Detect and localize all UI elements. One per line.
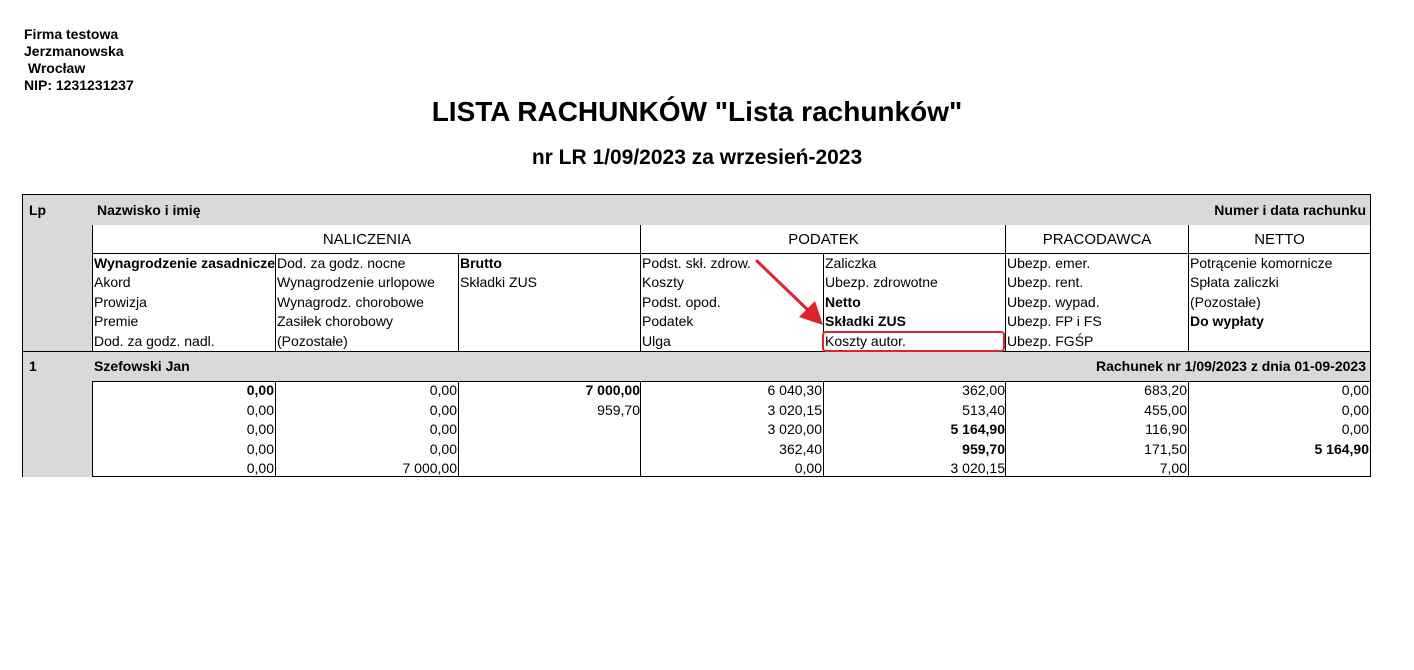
value-2-5: 7 000,00: [402, 460, 457, 477]
values-col-4: [640, 381, 823, 477]
highlight-box: [822, 331, 1005, 352]
label-premie: Premie: [94, 313, 139, 330]
label-wynagrodzenie-zasadnicze: Wynagrodzenie zasadnicze: [94, 255, 275, 271]
company-nip: NIP: 1231231237: [24, 77, 134, 93]
company-name: Firma testowa: [24, 26, 119, 42]
value-2-2: 0,00: [429, 401, 457, 418]
header-name: Nazwisko i imię: [97, 202, 201, 218]
company-info: [24, 26, 134, 94]
value-6-1: 683,20: [1144, 382, 1187, 398]
section-netto: NETTO: [1188, 225, 1370, 254]
label-koszty: Koszty: [642, 274, 685, 291]
value-4-4: 362,40: [779, 440, 822, 457]
value-5-1: 362,00: [962, 382, 1005, 398]
col-labels-1: [92, 254, 275, 351]
label-akord: Akord: [94, 274, 131, 291]
value-1-3: 0,00: [246, 421, 274, 438]
value-1-5: 0,00: [246, 460, 274, 477]
label-pozostale-1: (Pozostałe): [277, 332, 348, 349]
company-city: Wrocław: [24, 60, 86, 76]
value-3-5: [459, 459, 640, 479]
col-labels-6: [1005, 254, 1188, 351]
value-5-3: 5 164,90: [950, 421, 1005, 438]
label-empty-3-5: [460, 332, 641, 351]
header-band: [23, 195, 1370, 225]
label-brutto: Brutto: [460, 255, 502, 271]
employee-name: Szefowski Jan: [94, 358, 190, 374]
value-3-3: [459, 420, 640, 440]
col-labels-2: [275, 254, 458, 351]
label-podst-opod: Podst. opod.: [642, 293, 721, 310]
value-7-2: 0,00: [1341, 401, 1369, 418]
value-5-4: 959,70: [962, 440, 1005, 457]
value-5-2: 513,40: [962, 401, 1005, 418]
values-col-6: [1005, 381, 1188, 477]
value-7-3: 0,00: [1341, 421, 1369, 438]
label-dod-godz-nocne: Dod. za godz. nocne: [277, 255, 406, 271]
arrow-shaft: [757, 261, 811, 313]
label-empty-3-3: [460, 293, 641, 312]
label-pozostale-2: (Pozostałe): [1190, 293, 1261, 310]
label-ubezp-wypad: Ubezp. wypad.: [1007, 293, 1100, 310]
value-2-3: 0,00: [429, 421, 457, 438]
value-6-5: 7,00: [1159, 460, 1187, 477]
label-podatek: Podatek: [642, 313, 694, 330]
value-4-1: 6 040,30: [767, 382, 822, 398]
section-naliczenia: NALICZENIA: [92, 225, 641, 254]
section-podatek: PODATEK: [640, 225, 1006, 254]
document-title: LISTA RACHUNKÓW "Lista rachunków": [431, 96, 963, 127]
value-5-5: 3 020,15: [950, 460, 1005, 477]
value-4-3: 3 020,00: [767, 421, 822, 438]
header-number-date: Numer i data rachunku: [1214, 202, 1366, 218]
label-koszty-autor: Koszty autor.: [825, 332, 906, 349]
label-ubezp-emer: Ubezp. emer.: [1007, 255, 1091, 271]
value-4-2: 3 020,15: [767, 401, 822, 418]
section-pracodawca: PRACODAWCA: [1005, 225, 1188, 254]
value-3-4: [459, 440, 640, 460]
label-zasilek-chorobowy: Zasiłek chorobowy: [277, 313, 393, 330]
values-col-2: [275, 381, 458, 477]
values-col-3: [458, 381, 641, 477]
values-col-7: [1188, 381, 1370, 477]
value-2-1: 0,00: [429, 382, 457, 398]
values-col-5: [823, 381, 1006, 477]
label-do-wyplaty: Do wypłaty: [1190, 313, 1264, 330]
employee-lp: 1: [29, 358, 37, 374]
value-7-1: 0,00: [1341, 382, 1369, 398]
red-arrow-icon: [753, 257, 833, 337]
value-6-4: 171,50: [1144, 440, 1187, 457]
value-4-5: 0,00: [794, 460, 822, 477]
label-ulga: Ulga: [642, 332, 671, 349]
label-wynagrodzenie-urlopowe: Wynagrodzenie urlopowe: [277, 274, 435, 291]
company-street: Jerzmanowska: [24, 43, 124, 59]
label-skladki-zus-2: Składki ZUS: [825, 313, 906, 330]
document-subtitle: nr LR 1/09/2023 za wrzesień-2023: [531, 146, 863, 169]
value-1-4: 0,00: [246, 440, 274, 457]
label-skladki-zus-1: Składki ZUS: [460, 274, 538, 291]
label-ubezp-fp-fs: Ubezp. FP i FS: [1007, 313, 1102, 330]
label-ubezp-rent: Ubezp. rent.: [1007, 274, 1084, 291]
value-1-2: 0,00: [246, 401, 274, 418]
value-3-1: 7 000,00: [585, 382, 640, 398]
col-labels-3: [458, 254, 641, 351]
label-dod-godz-nadl: Dod. za godz. nadl.: [94, 332, 215, 349]
label-ubezp-zdrowotne: Ubezp. zdrowotne: [825, 274, 938, 291]
value-2-4: 0,00: [429, 440, 457, 457]
label-splata-zaliczki: Spłata zaliczki: [1190, 274, 1279, 291]
value-3-2: 959,70: [597, 401, 640, 418]
invoice-list-table: [22, 194, 1371, 477]
value-6-3: 116,90: [1145, 421, 1187, 438]
label-wynagrodz-chorobowe: Wynagrodz. chorobowe: [277, 293, 424, 310]
value-6-2: 455,00: [1144, 401, 1187, 418]
label-empty-7-5: [1190, 332, 1370, 351]
values-col-1: [92, 381, 275, 477]
label-podst-skl-zdrow: Podst. skł. zdrow.: [642, 255, 751, 271]
header-lp: Lp: [29, 202, 47, 218]
value-1-1: 0,00: [246, 382, 274, 398]
label-ubezp-fgsp: Ubezp. FGŚP: [1007, 332, 1094, 349]
label-zaliczka: Zaliczka: [825, 255, 877, 271]
lp-column-band: [23, 195, 92, 477]
label-potracenie-komornicze: Potrącenie komornicze: [1190, 255, 1333, 271]
label-prowizja: Prowizja: [94, 293, 147, 310]
employee-invoice: Rachunek nr 1/09/2023 z dnia 01-09-2023: [1095, 358, 1366, 374]
label-empty-3-4: [460, 312, 641, 331]
value-7-5: [1189, 459, 1369, 479]
label-netto: Netto: [825, 293, 861, 310]
value-7-4: 5 164,90: [1314, 440, 1369, 457]
col-labels-7: [1188, 254, 1370, 351]
